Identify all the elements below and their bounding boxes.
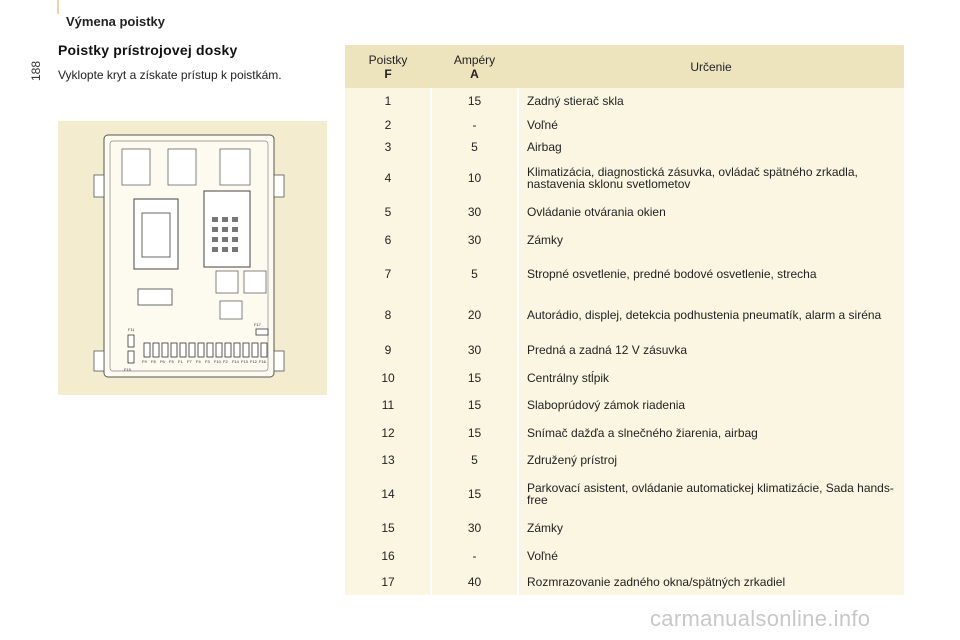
intro-text: Vyklopte kryt a získate prístup k poistkám. xyxy=(58,68,282,82)
fuse-label: F13 xyxy=(241,359,248,364)
fuse-label: F9 xyxy=(142,359,147,364)
header-title: Výmena poistky xyxy=(66,14,165,29)
page-number: 188 xyxy=(29,60,43,82)
fuse-label: F7 xyxy=(187,359,192,364)
fuse-box-diagram xyxy=(58,121,327,395)
table-row: 9 30 Predná a zadná 12 V zásuvka xyxy=(384,343,688,357)
header-amps: Ampéry A xyxy=(453,52,496,81)
fuse-label: F2 xyxy=(223,359,228,364)
fuse-label: F10 xyxy=(214,359,221,364)
table-row: 4 10 Klimatizácia, diagnostická zásuvka, ovládač spätného zrkadla, nastavenia sklonu svetlometov xyxy=(384,165,858,191)
table-row: 16 - Voľné xyxy=(381,548,558,563)
section-title: Poistky prístrojovej dosky xyxy=(58,42,238,58)
fuse-label-bottom-left: F15 xyxy=(124,367,131,372)
fuse-label-top-left: F11 xyxy=(128,327,135,332)
table-row: 15 30 Zámky xyxy=(381,521,563,535)
fuse-label: F8 xyxy=(151,359,156,364)
table-row: 1 15 Zadný stierač skla xyxy=(384,94,624,108)
table-row: 5 30 Ovládanie otvárania okien xyxy=(384,205,666,219)
fuse-label: F1 xyxy=(178,359,183,364)
table-row: 10 15 Centrálny stĺpik xyxy=(381,370,610,385)
table-row: 8 20 Autorádio, displej, detekcia podhustenia pneumatík, alarm a siréna xyxy=(384,308,882,322)
fuse-label: F6 xyxy=(160,359,165,364)
fuse-label: F5 xyxy=(169,359,174,364)
table-row: 7 5 Stropné osvetlenie, predné bodové osvetlenie, strecha xyxy=(384,267,817,281)
fuse-table xyxy=(345,45,904,595)
fuse-label: F16 xyxy=(259,359,266,364)
table-row: 13 5 Združený prístroj xyxy=(381,453,618,467)
fuse-label: F3 xyxy=(205,359,210,364)
table-row: 14 15 Parkovací asistent, ovládanie automatickej klimatizácie, Sada hands-free xyxy=(381,481,894,507)
table-header xyxy=(345,45,904,88)
fuse-label: F12 xyxy=(250,359,257,364)
table-row: 11 15 Slaboprúdový zámok riadenia xyxy=(381,398,686,412)
fuse-label: F4 xyxy=(196,359,201,364)
watermark: carmanualsonline.info xyxy=(650,606,871,631)
header-usage: Určenie xyxy=(690,59,732,74)
table-row: 6 30 Zámky xyxy=(384,233,563,247)
table-row: 3 5 Airbag xyxy=(384,140,562,154)
fuse-label-top-right: F17 xyxy=(254,322,261,327)
table-row: 17 40 Rozmrazovanie zadného okna/spätných zrkadiel xyxy=(381,575,786,589)
table-row: 12 15 Snímač dažďa a slnečného žiarenia, airbag xyxy=(381,425,758,440)
header-fuse: Poistky F xyxy=(368,52,408,81)
side-rule xyxy=(57,0,59,14)
fuse-box-illustration xyxy=(58,121,327,395)
fuse-label: F14 xyxy=(232,359,239,364)
table-row: 2 - Voľné xyxy=(384,118,558,132)
